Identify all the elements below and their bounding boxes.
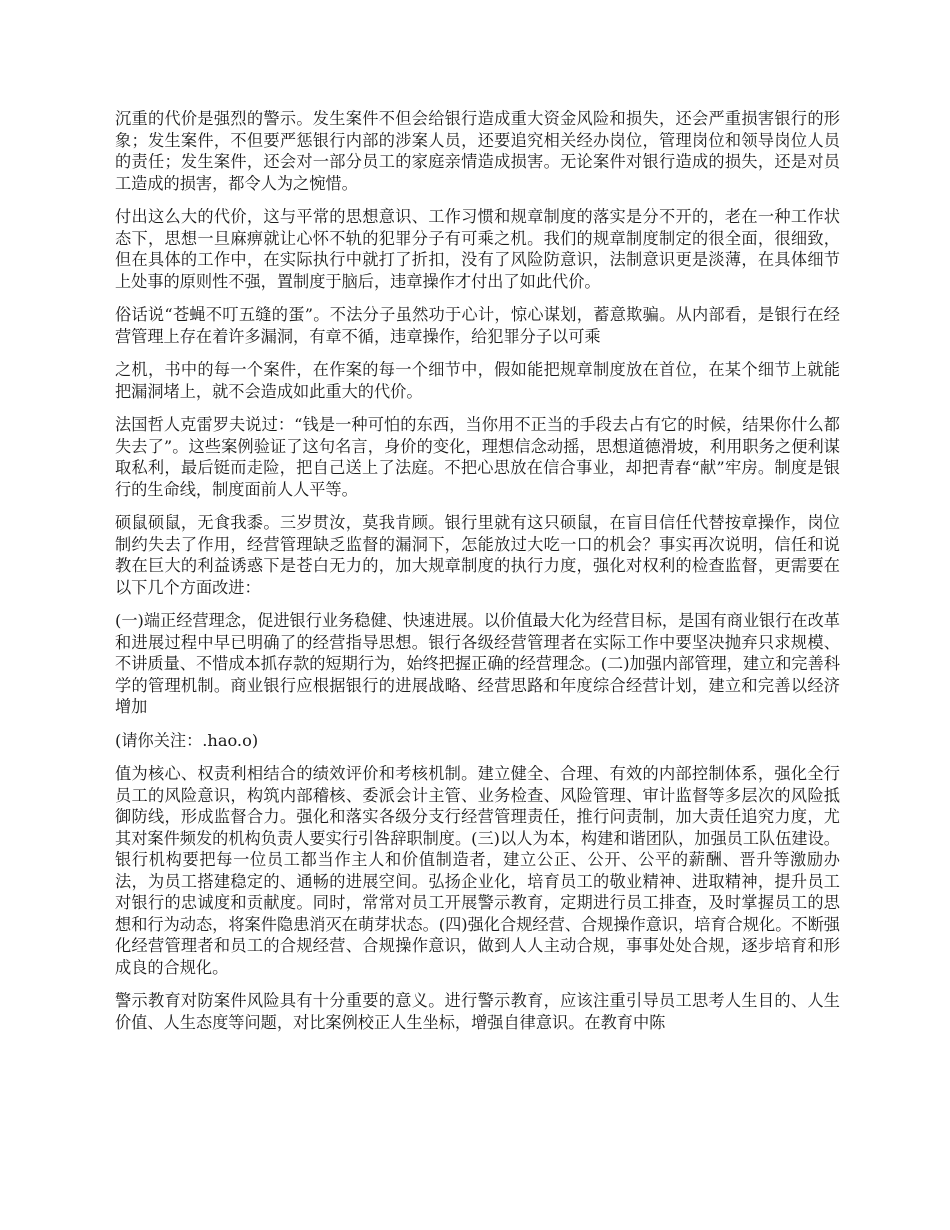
paragraph-note: (请你关注：.hao.o)	[115, 730, 259, 750]
paragraph-2: 付出这么大的代价，这与平常的思想意识、工作习惯和规章制度的落实是分不开的，老在一种工作状态下，思想一旦麻痹就让心怀不轨的犯罪分子有可乘之机。我们的规章制度制定的很全面，很细致，但在具体的工作中，在实际执行中就打了折扣，没有了风险防意识，法制意识更是淡薄，在具体细节上处事的原则性不强，置制度于脑后，违章操作才付出了如此代价。	[115, 207, 840, 291]
paragraph-7: (一)端正经营理念，促进银行业务稳健、快速进展。以价值最大化为经营目标，是国有商业银行在改革和进展过程中早已明确了的经营指导思想。银行各级经营管理者在实际工作中要坚决抛弃只求规模、不讲质量、不惜成本抓存款的短期行为，始终把握正确的经营理念。(二)加强内部管理，建立和完善科学的管理机制。商业银行应根据银行的进展战略、经营思路和年度综合经营计划，建立和完善以经济增加	[115, 611, 840, 716]
paragraph-5: 法国哲人克雷罗夫说过：“钱是一种可怕的东西，当你用不正当的手段去占有它的时候，结果你什么都失去了”。这些案例验证了这句名言，身价的变化，理想信念动摇，思想道德滑坡，利用职务之便利谋取私利，最后铤而走险，把自己送上了法庭。不把心思放在信合事业，却把青春“献”牢房。制度是银行的生命线，制度面前人人平等。	[115, 415, 840, 499]
paragraph-4: 之机，书中的每一个案件，在作案的每一个细节中，假如能把规章制度放在首位，在某个细节上就能把漏洞堵上，就不会造成如此重大的代价。	[115, 360, 840, 401]
document-body	[115, 108, 840, 1045]
paragraph-3: 俗话说“苍蝇不叮五缝的蛋”。不法分子虽然功于心计，惊心谋划，蓄意欺骗。从内部看，是银行在经营管理上存在着许多漏洞，有章不循，违章操作，给犯罪分子以可乘	[115, 305, 840, 346]
paragraph-6: 硕鼠硕鼠，无食我黍。三岁贯汝，莫我肯顾。银行里就有这只硕鼠，在盲目信任代替按章操作，岗位制约失去了作用，经营管理缺乏监督的漏洞下，怎能放过大吃一口的机会？事实再次说明，信任和说教在巨大的利益诱惑下是苍白无力的，加大规章制度的执行力度，强化对权利的检查监督，更需要在以下几个方面改进：	[115, 513, 840, 597]
paragraph-9: 警示教育对防案件风险具有十分重要的意义。进行警示教育，应该注重引导员工思考人生目的、人生价值、人生态度等问题，对比案例校正人生坐标，增强自律意识。在教育中陈	[115, 991, 840, 1032]
paragraph-8: 值为核心、权责利相结合的绩效评价和考核机制。建立健全、合理、有效的内部控制体系，强化全行员工的风险意识，构筑内部稽核、委派会计主管、业务检查、风险管理、审计监督等多层次的风险抵御防线，形成监督合力。强化和落实各级分支行经营管理责任，推行问责制，加大责任追究力度，尤其对案件频发的机构负责人要实行引咎辞职制度。(三)以人为本，构建和谐团队，加强员工队伍建设。银行机构要把每一位员工都当作主人和价值制造者，建立公正、公开、公平的薪酬、晋升等激励办法，为员工搭建稳定的、通畅的进展空间。弘扬企业化，培育员工的敬业精神、进取精神，提升员工对银行的忠诚度和贡献度。同时，常常对员工开展警示教育，定期进行员工排查，及时掌握员工的思想和行为动态，将案件隐患消灭在萌芽状态。(四)强化合规经营、合规操作意识，培育合规化。不断强化经营管理者和员工的合规经营、合规操作意识，做到人人主动合规，事事处处合规，逐步培育和形成良的合规化。	[115, 764, 840, 977]
paragraph-1: 沉重的代价是强烈的警示。发生案件不但会给银行造成重大资金风险和损失，还会严重损害银行的形象；发生案件，不但要严惩银行内部的涉案人员，还要追究相关经办岗位，管理岗位和领导岗位人员的责任；发生案件，还会对一部分员工的家庭亲情造成损害。无论案件对银行造成的损失，还是对员工造成的损害，都令人为之惋惜。	[115, 109, 840, 193]
